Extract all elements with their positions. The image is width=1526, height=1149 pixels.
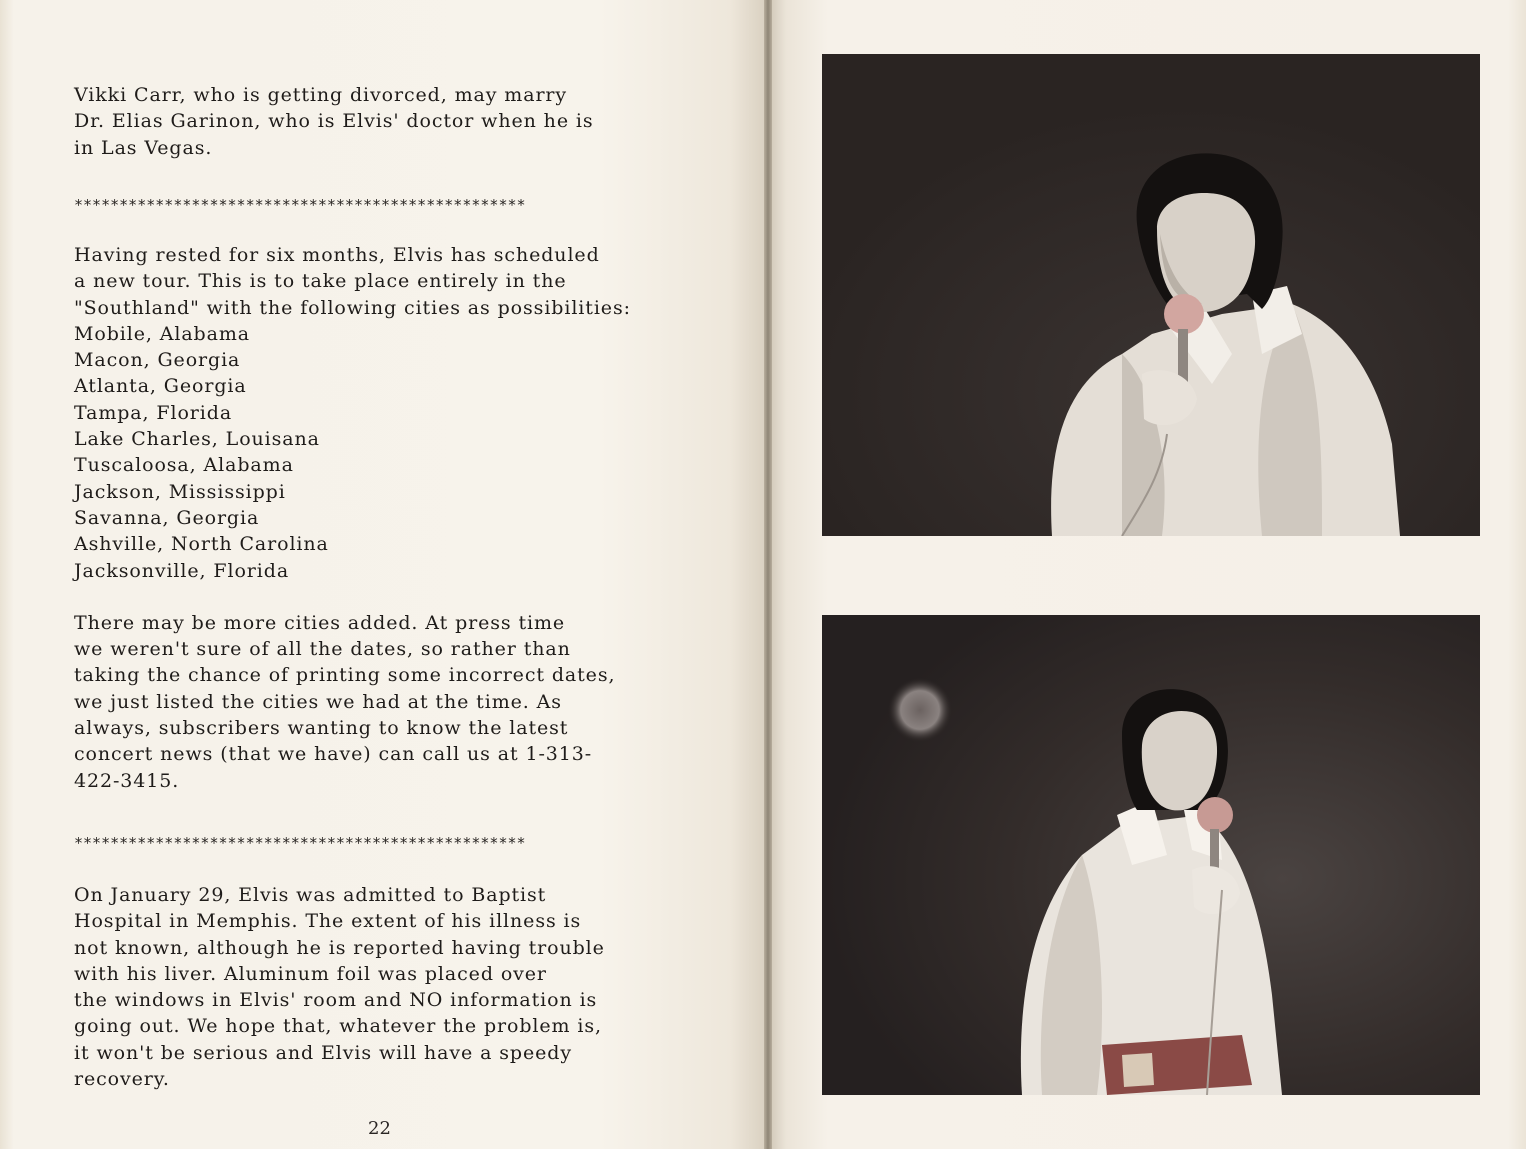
separator-stars: ************************************************** [74,834,526,852]
performer-photo-bottom [822,615,1480,1095]
city-list-item: Atlanta, Georgia [74,375,247,398]
paragraph-tour-intro: Having rested for six months, Elvis has scheduled a new tour. This is to take place entirely in the "Southland" with the following cities as possibilities: [74,244,631,319]
tour-section [74,242,631,794]
city-list-item: Jackson, Mississippi [74,480,286,503]
city-list-item: Tampa, Florida [74,401,233,424]
city-list-item: Savanna, Georgia [74,506,260,529]
page-gutter [764,0,772,1149]
city-list-item: Lake Charles, Louisana [74,428,320,451]
city-list-item: Ashville, North Carolina [74,533,329,556]
separator-stars: ************************************************** [74,196,526,214]
paragraph-vikki-carr: Vikki Carr, who is getting divorced, may marry Dr. Elias Garinon, who is Elvis' doctor when he is in Las Vegas. [74,84,594,159]
city-list-item: Macon, Georgia [74,349,241,372]
city-list-item: Tuscaloosa, Alabama [74,454,294,477]
page-number: 22 [368,1118,391,1139]
city-list-item: Mobile, Alabama [74,322,250,345]
performer-photo-icon [822,615,1480,1095]
city-list-item: Jacksonville, Florida [74,559,290,582]
paragraph-press-time: There may be more cities added. At press time we weren't sure of all the dates, so rather than taking the chance of printing some incorrect dates, we just listed the cities we had at the time. As always, subscribers wanting to know the latest concert news (that we have) can call us at 1-313- 422-3415. [74,611,616,792]
paragraph-hospital: On January 29, Elvis was admitted to Baptist Hospital in Memphis. The extent of his illness is not known, although he is reported having trouble with his liver. Aluminum foil was placed over the windows in Elvis' room and NO information is going out. We hope that, whatever the problem is, it won't be serious and Elvis will have a speedy recovery. [74,884,605,1091]
performer-photo-icon [822,54,1480,536]
performer-photo-top [822,54,1480,536]
